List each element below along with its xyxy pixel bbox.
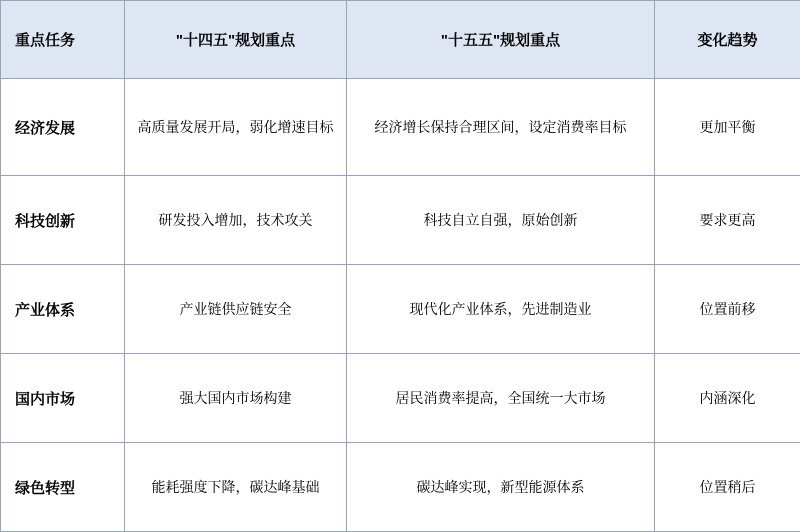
cell-trend: 要求更高 <box>655 176 800 265</box>
cell-plan155: 居民消费率提高，全国统一大市场 <box>347 354 655 443</box>
cell-plan155: 科技自立自强，原始创新 <box>347 176 655 265</box>
column-header-plan145: "十四五"规划重点 <box>125 1 347 79</box>
cell-plan145: 研发投入增加，技术攻关 <box>125 176 347 265</box>
cell-task: 科技创新 <box>1 176 125 265</box>
cell-plan155: 经济增长保持合理区间，设定消费率目标 <box>347 79 655 176</box>
table-header-row <box>1 1 800 79</box>
cell-plan155: 碳达峰实现，新型能源体系 <box>347 443 655 532</box>
column-header-trend: 变化趋势 <box>655 1 800 79</box>
cell-task: 产业体系 <box>1 265 125 354</box>
cell-trend: 更加平衡 <box>655 79 800 176</box>
cell-trend: 位置前移 <box>655 265 800 354</box>
cell-task: 绿色转型 <box>1 443 125 532</box>
cell-plan145: 高质量发展开局，弱化增速目标 <box>125 79 347 176</box>
table-row <box>1 265 800 354</box>
cell-task: 经济发展 <box>1 79 125 176</box>
cell-trend: 内涵深化 <box>655 354 800 443</box>
table-header <box>1 1 800 79</box>
cell-plan145: 产业链供应链安全 <box>125 265 347 354</box>
table-body <box>1 79 800 532</box>
cell-plan145: 强大国内市场构建 <box>125 354 347 443</box>
column-header-plan155: "十五五"规划重点 <box>347 1 655 79</box>
table-row <box>1 354 800 443</box>
cell-plan155: 现代化产业体系，先进制造业 <box>347 265 655 354</box>
cell-trend: 位置稍后 <box>655 443 800 532</box>
cell-plan145: 能耗强度下降，碳达峰基础 <box>125 443 347 532</box>
cell-task: 国内市场 <box>1 354 125 443</box>
table-row <box>1 443 800 532</box>
column-header-task: 重点任务 <box>1 1 125 79</box>
table-row <box>1 176 800 265</box>
table-row <box>1 79 800 176</box>
